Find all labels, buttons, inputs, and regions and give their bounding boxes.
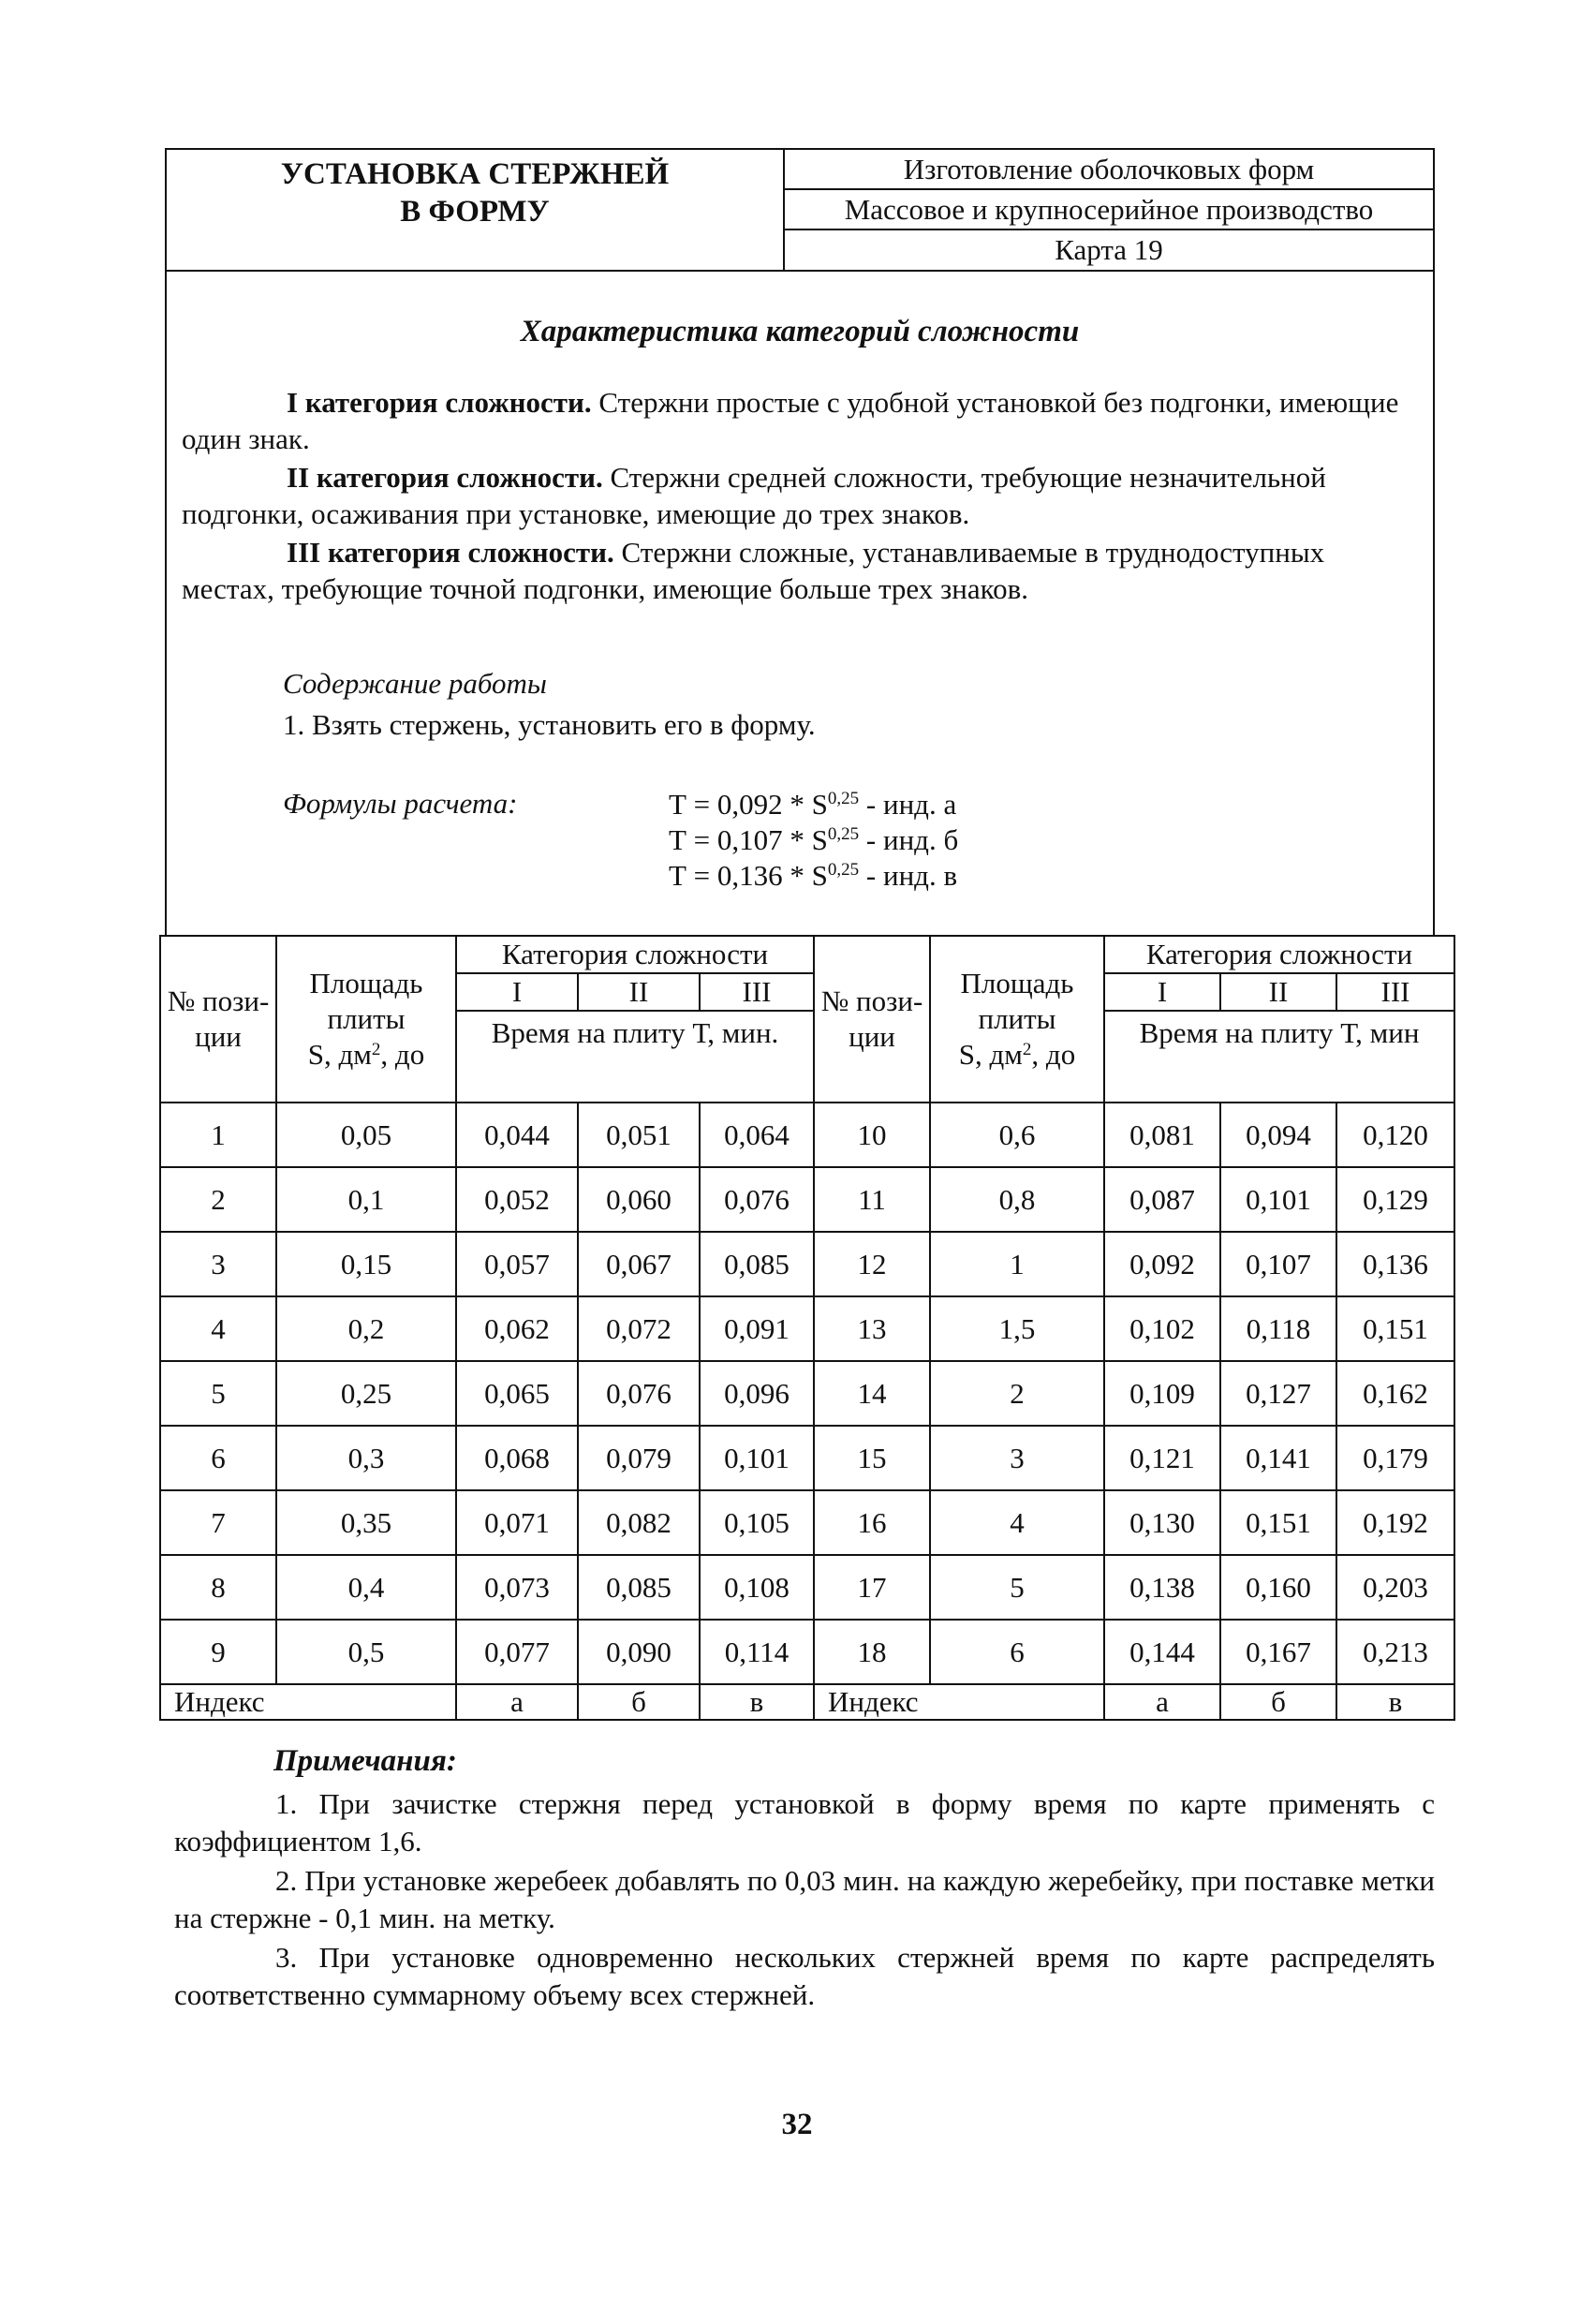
- table-row: [160, 1620, 1454, 1684]
- table-cell: 0,085: [578, 1555, 700, 1620]
- table-cell: 0,109: [1104, 1361, 1220, 1426]
- table-cell: 0,127: [1220, 1361, 1336, 1426]
- table-row: [160, 1167, 1454, 1232]
- table-cell: 10: [814, 1103, 930, 1167]
- table-cell: 9: [160, 1620, 276, 1684]
- card-title-line2: В ФОРМУ: [400, 195, 550, 229]
- table-cell: 0,138: [1104, 1555, 1220, 1620]
- header-time: Время на плиту Т, мин.: [456, 1011, 814, 1103]
- note-3: 3. При установке одновременно нескольких стержней время по карте распределять соответственно суммарному объему всех стержней.: [174, 1941, 1435, 2011]
- table-cell: 5: [930, 1555, 1104, 1620]
- table-cell: 0,068: [456, 1426, 578, 1490]
- table-cell: 4: [160, 1296, 276, 1361]
- table-cell: 5: [160, 1361, 276, 1426]
- page-number: 32: [781, 2108, 813, 2141]
- table-cell: 0,060: [578, 1167, 700, 1232]
- table-cell: 0,203: [1336, 1555, 1454, 1620]
- table-cell: 0,076: [578, 1361, 700, 1426]
- table-cell: 0,094: [1220, 1103, 1336, 1167]
- table-row: [160, 1232, 1454, 1296]
- header-category: Категория сложности: [456, 936, 814, 973]
- category-3-label: III категория сложности.: [287, 536, 614, 569]
- table-cell: 0,151: [1220, 1490, 1336, 1555]
- table-row: [160, 1490, 1454, 1555]
- table-cell: 0,096: [700, 1361, 814, 1426]
- note-1: 1. При зачистке стержня перед установкой в форму время по карте применять с коэффициентом 1,6.: [174, 1787, 1435, 1858]
- header-position-right: № пози- ции: [814, 936, 930, 1103]
- process-name: Изготовление оболочковых форм: [785, 150, 1433, 190]
- table-cell: 0,062: [456, 1296, 578, 1361]
- table-cell: 0,079: [578, 1426, 700, 1490]
- table-cell: 8: [160, 1555, 276, 1620]
- table-cell: 0,3: [276, 1426, 456, 1490]
- table-row: [160, 1103, 1454, 1167]
- formula-c: Т = 0,136 * S$^{0,25}$ - инд. в: [669, 859, 958, 892]
- header-cat-I-right: I: [1104, 973, 1220, 1011]
- table-cell: 7: [160, 1490, 276, 1555]
- index-a: а: [456, 1684, 578, 1720]
- table-cell: 3: [930, 1426, 1104, 1490]
- card-title-line1: УСТАНОВКА СТЕРЖНЕЙ: [280, 157, 670, 191]
- table-cell: 0,118: [1220, 1296, 1336, 1361]
- table-cell: 0,073: [456, 1555, 578, 1620]
- table-cell: 0,213: [1336, 1620, 1454, 1684]
- table-cell: 0,151: [1336, 1296, 1454, 1361]
- table-cell: 11: [814, 1167, 930, 1232]
- table-cell: 0,141: [1220, 1426, 1336, 1490]
- table-cell: 0,105: [700, 1490, 814, 1555]
- table-cell: 0,101: [700, 1426, 814, 1490]
- table-cell: 0,087: [1104, 1167, 1220, 1232]
- table-row: [160, 1296, 1454, 1361]
- table-cell: 0,120: [1336, 1103, 1454, 1167]
- table-cell: 0,129: [1336, 1167, 1454, 1232]
- table-cell: 4: [930, 1490, 1104, 1555]
- table-cell: 18: [814, 1620, 930, 1684]
- table-cell: 0,1: [276, 1167, 456, 1232]
- table-cell: 0,05: [276, 1103, 456, 1167]
- table-cell: 0,4: [276, 1555, 456, 1620]
- notes-title: Примечания:: [273, 1744, 457, 1778]
- production-type: Массовое и крупносерийное производство: [785, 190, 1433, 230]
- table-cell: 2: [160, 1167, 276, 1232]
- card-title: [167, 150, 785, 272]
- formula-label: Формулы расчета:: [283, 787, 518, 820]
- table-cell: 0,072: [578, 1296, 700, 1361]
- table-cell: 0,162: [1336, 1361, 1454, 1426]
- table-cell: 16: [814, 1490, 930, 1555]
- table-cell: 0,051: [578, 1103, 700, 1167]
- table-cell: 0,6: [930, 1103, 1104, 1167]
- category-1-text: Стержни простые с удобной установкой без подгонки, имеющие один знак.: [182, 386, 1399, 455]
- table-cell: 3: [160, 1232, 276, 1296]
- header-category-right: Категория сложности: [1104, 936, 1454, 973]
- index-b: б: [578, 1684, 700, 1720]
- table-cell: 0,101: [1220, 1167, 1336, 1232]
- table-cell: 0,064: [700, 1103, 814, 1167]
- table-cell: 0,121: [1104, 1426, 1220, 1490]
- table-cell: 12: [814, 1232, 930, 1296]
- card-number: Карта 19: [1055, 233, 1163, 266]
- index-a-right: а: [1104, 1684, 1220, 1720]
- header-area: Площадь плиты S, $дм^2$, до: [276, 936, 456, 1103]
- table-row: [160, 1555, 1454, 1620]
- table-cell: 15: [814, 1426, 930, 1490]
- category-3-text: Стержни сложные, устанавливаемые в труднодоступных местах, требующие точной подгонки, имеющие больше трех знаков.: [182, 536, 1325, 605]
- table-cell: 0,092: [1104, 1232, 1220, 1296]
- table-cell: 0,192: [1336, 1490, 1454, 1555]
- table-cell: 0,077: [456, 1620, 578, 1684]
- table-cell: 0,065: [456, 1361, 578, 1426]
- header-area-right: Площадь плиты S, $дм^2$, до: [930, 936, 1104, 1103]
- table-cell: 0,5: [276, 1620, 456, 1684]
- table-cell: 0,052: [456, 1167, 578, 1232]
- table-row: [160, 1426, 1454, 1490]
- table-cell: 0,085: [700, 1232, 814, 1296]
- category-3-paragraph: [182, 534, 1418, 607]
- table-cell: 0,108: [700, 1555, 814, 1620]
- index-c: в: [700, 1684, 814, 1720]
- table-cell: 0,160: [1220, 1555, 1336, 1620]
- table-cell: 0,057: [456, 1232, 578, 1296]
- table-row: [160, 1361, 1454, 1426]
- table-cell: 1,5: [930, 1296, 1104, 1361]
- table-cell: 0,130: [1104, 1490, 1220, 1555]
- formula-list: [669, 787, 958, 894]
- table-cell: 0,114: [700, 1620, 814, 1684]
- index-row: [160, 1684, 1454, 1720]
- header-cat-III: III: [700, 973, 814, 1011]
- header-cat-I: I: [456, 973, 578, 1011]
- time-norms-table: [159, 935, 1455, 1721]
- section-title: Характеристика категорий сложности: [520, 315, 1080, 348]
- table-cell: 0,25: [276, 1361, 456, 1426]
- category-1-label: I категория сложности.: [287, 386, 592, 419]
- table-cell: 0,071: [456, 1490, 578, 1555]
- table-cell: 0,179: [1336, 1426, 1454, 1490]
- header-cat-II-right: II: [1220, 973, 1336, 1011]
- table-cell: 0,082: [578, 1490, 700, 1555]
- table-cell: 0,090: [578, 1620, 700, 1684]
- formula-b: Т = 0,107 * S$^{0,25}$ - инд. б: [669, 823, 959, 856]
- index-b-right: б: [1220, 1684, 1336, 1720]
- table-cell: 0,8: [930, 1167, 1104, 1232]
- header-cat-III-right: III: [1336, 973, 1454, 1011]
- category-1-paragraph: [182, 384, 1418, 457]
- card-meta: [785, 150, 1433, 272]
- table-body: [160, 1103, 1454, 1684]
- category-2-paragraph: [182, 459, 1418, 532]
- note-2: 2. При установке жеребеек добавлять по 0,03 мин. на каждую жеребейку, при поставке метки на стержне - 0,1 мин. на метку.: [174, 1864, 1435, 1934]
- content-title: Содержание работы: [283, 667, 547, 700]
- table-cell: 1: [160, 1103, 276, 1167]
- table-cell: 6: [160, 1426, 276, 1490]
- table-header-row-1: [160, 936, 1454, 973]
- index-c-right: в: [1336, 1684, 1454, 1720]
- table-cell: 0,15: [276, 1232, 456, 1296]
- table-cell: 0,107: [1220, 1232, 1336, 1296]
- table-cell: 0,067: [578, 1232, 700, 1296]
- table-cell: 6: [930, 1620, 1104, 1684]
- header-time-right: Время на плиту Т, мин: [1104, 1011, 1454, 1103]
- table-cell: 14: [814, 1361, 930, 1426]
- category-2-text: Стержни средней сложности, требующие незначительной подгонки, осаживания при установке, имеющие до трех знаков.: [182, 461, 1326, 530]
- index-label: Индекс: [160, 1684, 456, 1720]
- table-cell: 17: [814, 1555, 930, 1620]
- table-cell: 0,2: [276, 1296, 456, 1361]
- table-cell: 0,102: [1104, 1296, 1220, 1361]
- formula-a: Т = 0,092 * S$^{0,25}$ - инд. а: [669, 788, 957, 821]
- table-cell: 0,081: [1104, 1103, 1220, 1167]
- index-label-right: Индекс: [814, 1684, 1104, 1720]
- header-position: № пози- ции: [160, 936, 276, 1103]
- table-cell: 0,076: [700, 1167, 814, 1232]
- table-cell: 2: [930, 1361, 1104, 1426]
- table-cell: 0,044: [456, 1103, 578, 1167]
- content-item: 1. Взять стержень, установить его в форму.: [283, 708, 816, 741]
- table-cell: 0,35: [276, 1490, 456, 1555]
- table-cell: 0,167: [1220, 1620, 1336, 1684]
- table-cell: 1: [930, 1232, 1104, 1296]
- table-cell: 0,136: [1336, 1232, 1454, 1296]
- header-cat-II: II: [578, 973, 700, 1011]
- table-cell: 0,144: [1104, 1620, 1220, 1684]
- category-2-label: II категория сложности.: [287, 461, 603, 494]
- card-frame: [165, 148, 1435, 937]
- table-cell: 0,091: [700, 1296, 814, 1361]
- table-cell: 13: [814, 1296, 930, 1361]
